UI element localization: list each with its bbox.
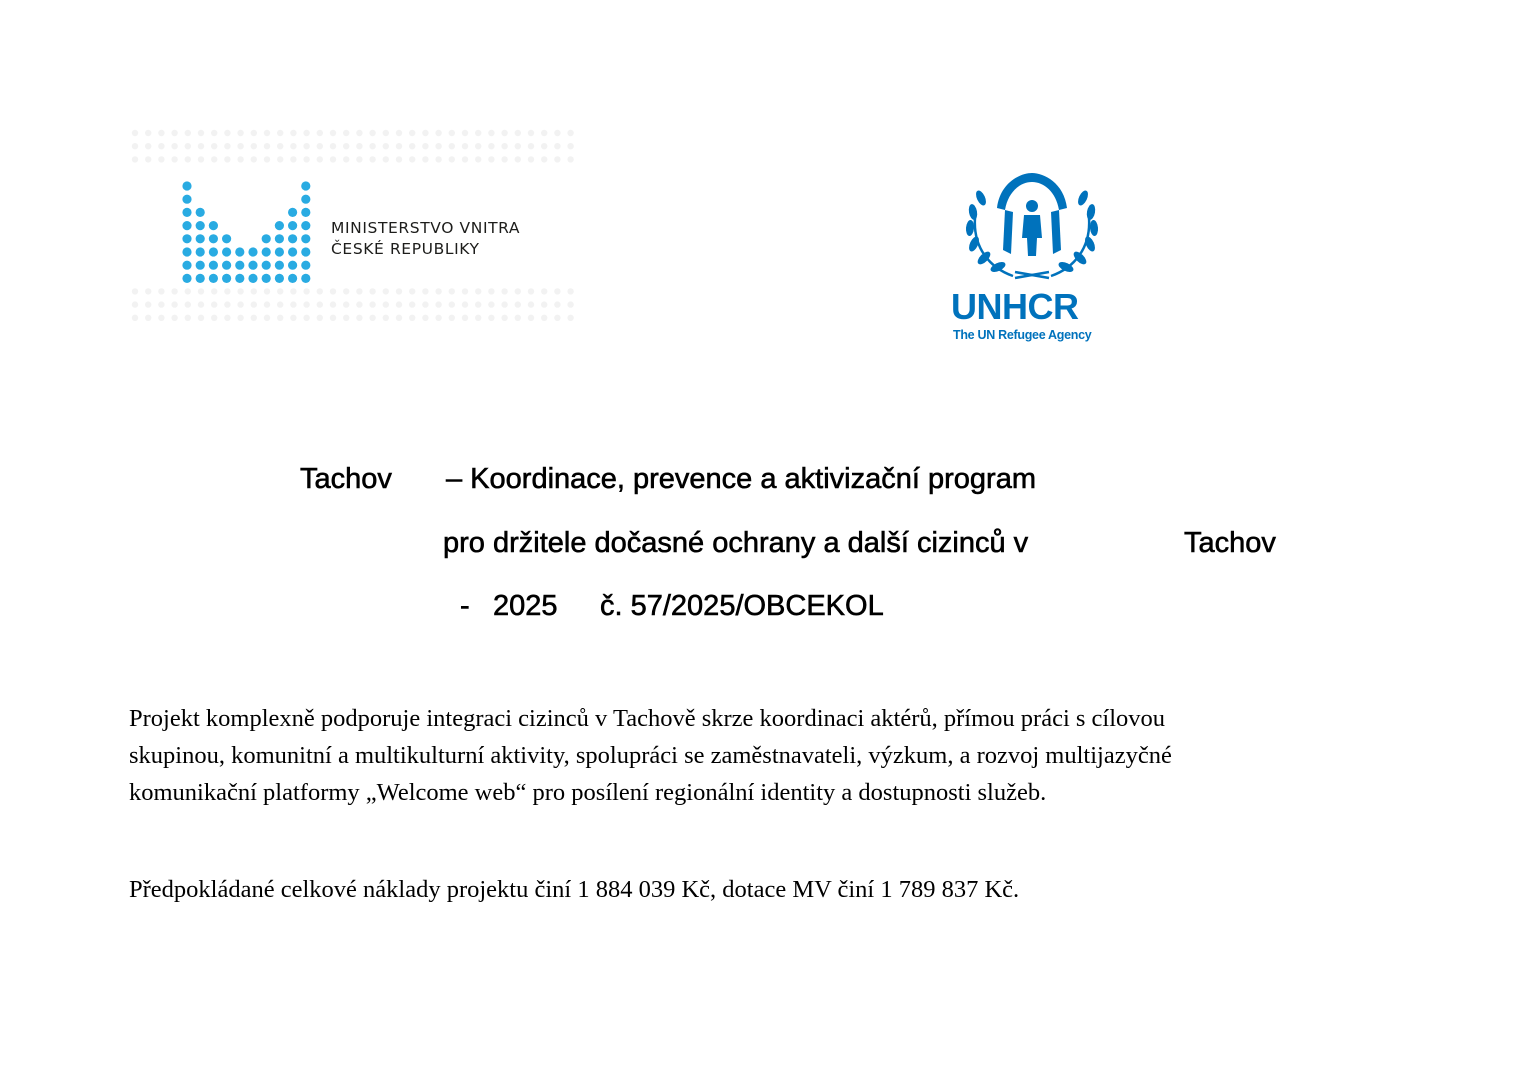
ministry-name-line2: ČESKÉ REPUBLIKY: [331, 240, 480, 258]
title-dash: -: [460, 590, 470, 622]
ministry-name-line1: MINISTERSTVO VNITRA: [331, 219, 521, 237]
ministry-logo: [130, 128, 585, 333]
unhcr-name: UNHCR: [951, 286, 1079, 327]
project-costs: Předpokládané celkové náklady projektu činí 1 884 039 Kč, dotace MV činí 1 789 837 Kč.: [129, 876, 1020, 903]
description-line: skupinou, komunitní a multikulturní aktivity, spolupráci se zaměstnavateli, výzkum, a rozvoj multijazyčné: [129, 742, 1172, 769]
description-line: Projekt komplexně podporuje integraci cizinců v Tachově skrze koordinaci aktérů, přímou práci s cílovou: [129, 705, 1166, 732]
title-line1: – Koordinace, prevence a aktivizační program: [446, 463, 1036, 495]
ministry-logo-text: [331, 218, 520, 260]
title-line2: pro držitele dočasné ochrany a další cizinců v: [443, 527, 1029, 559]
title-line2-place: Tachov: [1184, 527, 1276, 559]
unhcr-logo: [945, 168, 1120, 348]
title-reference-number: č. 57/2025/OBCEKOL: [600, 590, 884, 622]
description-line: komunikační platformy „Welcome web“ pro posílení regionální identity a dostupnosti služeb.: [129, 779, 1047, 806]
title-year: 2025: [493, 590, 558, 622]
project-description: [129, 700, 1389, 811]
unhcr-emblem-icon: [945, 168, 1120, 288]
title-place: Tachov: [300, 463, 392, 495]
unhcr-tagline: The UN Refugee Agency: [953, 328, 1092, 342]
